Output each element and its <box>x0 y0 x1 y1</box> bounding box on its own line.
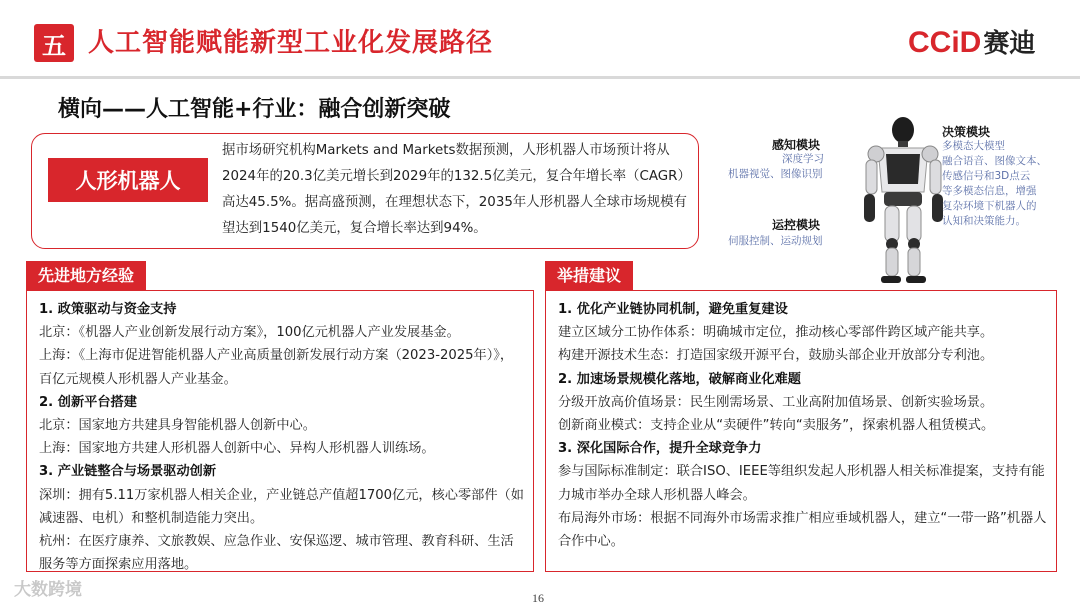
robot-illustration <box>720 110 1060 285</box>
item-text: 分级开放高价值场景：民生刚需场景、工业高附加值场景、创新实验场景。 <box>558 394 994 410</box>
logo-latin: CCiD <box>908 26 982 59</box>
left-panel-tab: 先进地方经验 <box>26 261 146 291</box>
item-text: 构建开源技术生态：打造国家级开源平台，鼓励头部企业开放部分专利池。 <box>558 348 994 364</box>
item-text: 北京：国家地方共建具身智能机器人创新中心。 <box>39 418 316 434</box>
page-title: 人工智能赋能新型工业化发展路径 <box>88 28 494 58</box>
item-text: 上海：《上海市促进智能机器人产业高质量创新发展行动方案（2023-2025年）》，百亿元规模人形机器人产业基金。 <box>39 348 514 387</box>
perception-module-title: 感知模块 <box>772 138 821 152</box>
page-number: 16 <box>532 591 544 605</box>
decision-module-line-5: 复杂环境下机器人的 <box>942 200 1037 212</box>
item-text: 杭州：在医疗康养、文旅教娱、应急作业、安保巡逻、城市管理、教育科研、生活服务等方面探索应用落地。 <box>39 534 514 573</box>
recommendations-panel <box>545 290 1057 572</box>
item-text: 布局海外市场：根据不同海外市场需求推广相应垂域机器人，建立“一带一路”机器人合作中心。 <box>558 510 1047 550</box>
decision-module-line-1: 多模态大模型 <box>942 140 1005 152</box>
recommendations-list <box>558 298 1048 553</box>
item-heading: 2. 加速场景规模化落地，破解商业化难题 <box>558 371 801 387</box>
intro-label: 人形机器人 <box>48 158 208 202</box>
section-number-badge: 五 <box>34 24 74 62</box>
decision-module-title: 决策模块 <box>942 125 991 139</box>
item-text: 上海：国家地方共建人形机器人创新中心、异构人形机器人训练场。 <box>39 441 435 457</box>
local-experience-list <box>39 298 525 576</box>
item-text: 深圳：拥有5.11万家机器人相关企业，产业链总产值超1700亿元，核心零部件（如减速器、电机）和整机制造能力突出。 <box>39 487 524 526</box>
item-heading: 3. 产业链整合与场景驱动创新 <box>39 464 217 480</box>
watermark: 大数跨境 <box>14 580 82 600</box>
item-heading: 3. 深化国际合作，提升全球竞争力 <box>558 441 762 457</box>
local-experience-panel <box>26 290 534 572</box>
control-module-line-1: 伺服控制、运动规划 <box>728 235 823 247</box>
control-module-title: 运控模块 <box>772 218 821 232</box>
item-text: 参与国际标准制定：联合ISO、IEEE等组织发起人形机器人相关标准提案，支持有能力城市举办全球人形机器人峰会。 <box>558 464 1045 503</box>
item-text: 创新商业模式：支持企业从“卖硬件”转向“卖服务”，探索机器人租赁模式。 <box>558 418 995 434</box>
decision-module-line-4: 等多模态信息，增强 <box>942 185 1037 197</box>
intro-text: 据市场研究机构Markets and Markets数据预测，人形机器人市场预计将从2024年的20.3亿美元增长到2029年的132.5亿美元，复合年增长率（CAGR）高达45.5%。据高盛预测，在理想状态下，2035年人形机器人全球市场规模有望达到1540亿美元，复合增长率达到94%。 <box>222 143 691 236</box>
perception-module-line-2: 机器视觉、图像识别 <box>728 168 823 180</box>
slide-subtitle: 横向——人工智能+行业：融合创新突破 <box>58 97 451 122</box>
decision-module-line-2: 融合语音、图像文本、 <box>942 155 1047 167</box>
logo-cn: 赛迪 <box>983 29 1036 59</box>
decision-module-line-3: 传感信号和3D点云 <box>942 170 1031 182</box>
item-heading: 2. 创新平台搭建 <box>39 394 137 410</box>
item-text: 北京：《机器人产业创新发展行动方案》，100亿元机器人产业发展基金。 <box>39 325 460 341</box>
perception-module-line-1: 深度学习 <box>782 153 824 165</box>
item-text: 建立区域分工协作体系：明确城市定位，推动核心零部件跨区域产能共享。 <box>558 325 994 341</box>
decision-module-line-6: 认知和决策能力。 <box>942 215 1026 227</box>
right-panel-tab: 举措建议 <box>545 261 633 291</box>
header-divider <box>0 76 1080 79</box>
slide-header <box>0 0 1080 80</box>
item-heading: 1. 政策驱动与资金支持 <box>39 302 177 317</box>
ccid-logo <box>908 24 1035 62</box>
item-heading: 1. 优化产业链协同机制，避免重复建设 <box>558 302 788 317</box>
